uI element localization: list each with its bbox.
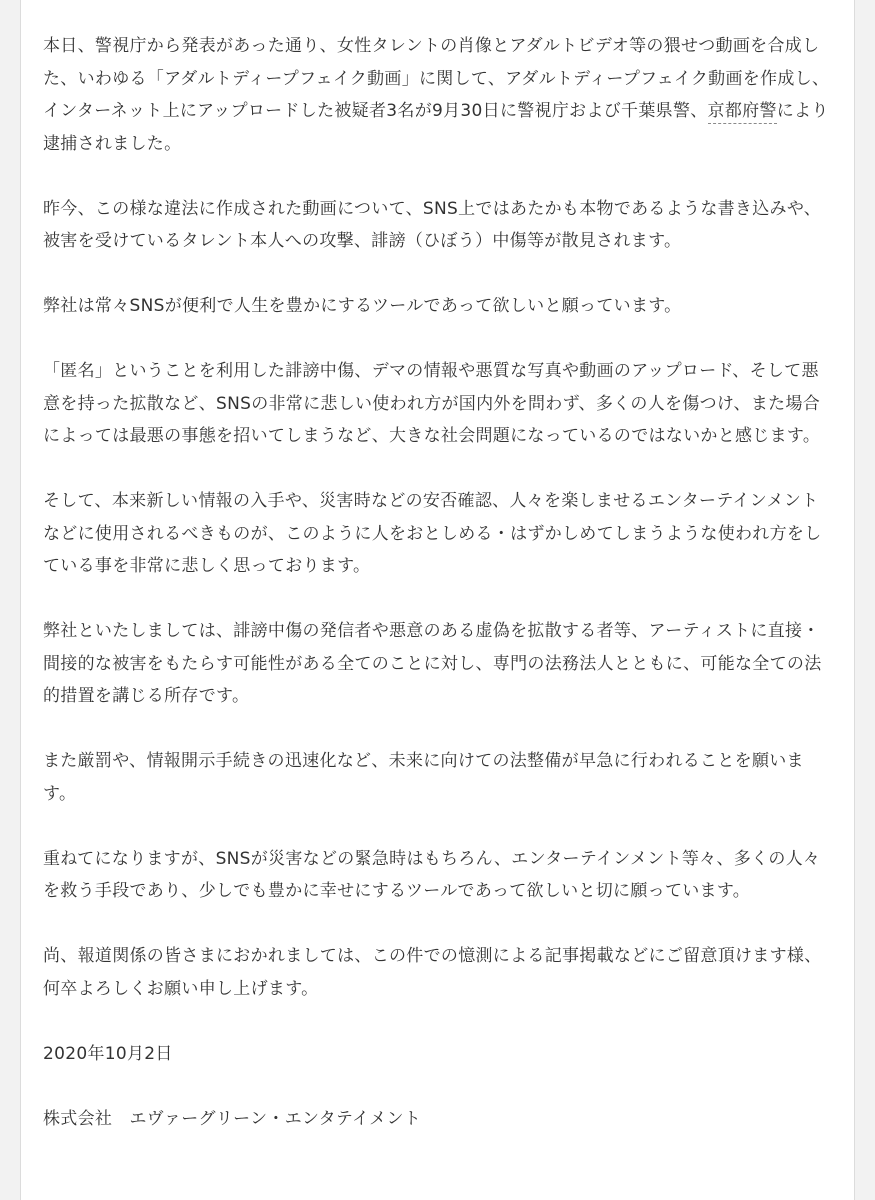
paragraph-arrest-announcement	[43, 30, 835, 160]
paragraph-misuse: そして、本来新しい情報の入手や、災害時などの安否確認、人々を楽しませるエンターテインメントなどに使用されるべきものが、このように人をおとしめる・はずかしめてしまうような使われ方をしている事を非常に悲しく思っております。	[43, 491, 822, 576]
paragraph-sns-abuse: 昨今、この様な違法に作成された動画について、SNS上ではあたかも本物であるような書き込みや、被害を受けているタレント本人への攻撃、誹謗（ひぼう）中傷等が散見されます。	[43, 198, 822, 251]
kyoto-police-link[interactable]: 京都府警	[708, 101, 777, 124]
paragraph-text: 本日、警視庁から発表があった通り、女性タレントの肖像とアダルトビデオ等の猥せつ動画を合成した、いわゆる「アダルトディープフェイク動画」に関して、アダルトディープフェイク動画を作成し、インターネット上にアップロードした被疑者3名が9月30日に警視庁および千葉県警、	[43, 36, 830, 121]
company-signature: 株式会社 エヴァーグリーン・エンタテイメント	[43, 1108, 422, 1129]
document-page	[20, 0, 855, 1200]
paragraph-legal-action: 弊社といたしましては、誹謗中傷の発信者や悪意のある虚偽を拡散する者等、アーティストに直接・間接的な被害をもたらす可能性がある全てのことに対し、専門の法務法人とともに、可能な全ての法的措置を講じる所存です。	[43, 621, 822, 706]
paragraph-company-wish: 弊社は常々SNSが便利で人生を豊かにするツールであって欲しいと願っています。	[43, 296, 682, 316]
paragraph-legislation: また厳罰や、情報開示手続きの迅速化など、未来に向けての法整備が早急に行われることを願います。	[43, 751, 804, 804]
statement-body	[43, 30, 835, 1135]
paragraph-text: により逮捕されました。	[43, 101, 829, 154]
paragraph-reiteration: 重ねてになりますが、SNSが災害などの緊急時はもちろん、エンターテインメント等々、多くの人々を救う手段であり、少しでも豊かに幸せにするツールであって欲しいと切に願っています。	[43, 848, 821, 901]
paragraph-press-request: 尚、報道関係の皆さまにおかれましては、この件での憶測による記事掲載などにご留意頂けます様、何卒よろしくお願い申し上げます。	[43, 946, 822, 999]
paragraph-anonymous-harm: 「匿名」ということを利用した誹謗中傷、デマの情報や悪質な写真や動画のアップロード、そして悪意を持った拡散など、SNSの非常に悲しい使われ方が国内外を問わず、多くの人を傷つけ、また場合によっては最悪の事態を招いてしまうなど、大きな社会問題になっているのではないかと感じます。	[43, 361, 821, 446]
statement-date: 2020年10月2日	[43, 1043, 173, 1064]
